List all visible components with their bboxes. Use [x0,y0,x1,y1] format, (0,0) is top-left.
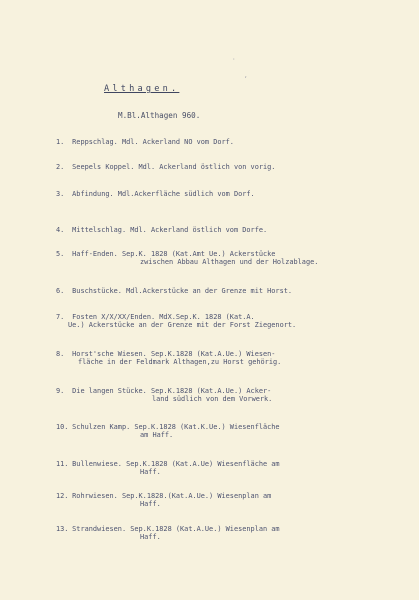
entry-continuation: zwischen Abbau Althagen und der Holzablage. [140,258,319,267]
entry-text: Strandwiesen. Sep.K.1828 (Kat.A.Ue.) Wiesenplan am [72,525,280,533]
entry-continuation: am Haff. [140,431,174,440]
entry-number: 8. [56,350,65,358]
entry-number: 1. [56,138,65,146]
list-item [56,525,406,542]
entry-number: 3. [56,190,65,198]
paper-mark: · [232,56,236,63]
list-item [56,492,406,509]
entry-continuation: Ue.) Ackerstücke an der Grenze mit der Forst Ziegenort. [68,321,297,330]
paper-mark: , [244,72,248,79]
list-item [56,423,406,440]
list-item [56,387,406,404]
entry-number: 9. [56,387,65,395]
list-item [56,350,406,367]
page-title: Althagen. [104,84,180,94]
entry-text: Abfindung. Mdl.Ackerfläche südlich vom Dorf. [72,190,255,198]
entry-text: Haff-Enden. Sep.K. 1828 (Kat.Amt Ue.) Ackerstücke [72,250,276,258]
entry-text: Bullenwiese. Sep.K.1828 (Kat.A.Ue) Wiesenfläche am [72,460,280,468]
entry-text: Schulzen Kamp. Sep.K.1828 (Kat.K.Ue.) Wiesenfläche [72,423,280,431]
entry-number: 4. [56,226,65,234]
entry-text: Fosten X/X/XX/Enden. MdX.Sep.K. 1828 (Kat.A. [72,313,255,321]
list-item [56,226,406,234]
entry-continuation: land südlich von dem Vorwerk. [152,395,273,404]
entry-text: Rohrwiesen. Sep.K.1828.(Kat.A.Ue.) Wiesenplan am [72,492,272,500]
entry-text: Seepels Koppel. Mdl. Ackerland östlich von vorig. [72,163,276,171]
entry-text: Mittelschlag. Mdl. Ackerland östlich vom Dorfe. [72,226,268,234]
entry-number: 2. [56,163,65,171]
entry-number: 13. [56,525,69,533]
list-item [56,287,406,295]
map-sheet-reference: M.Bl.Althagen 960. [118,111,201,120]
list-item [56,313,406,330]
entry-continuation: Haff. [140,468,161,477]
entry-continuation: fläche in der Feldmark Althagen,zu Horst gehörig. [78,358,282,367]
entry-number: 6. [56,287,65,295]
entry-number: 5. [56,250,65,258]
entry-number: 11. [56,460,69,468]
entry-text: Buschstücke. Mdl.Ackerstücke an der Grenze mit Horst. [72,287,293,295]
entry-continuation: Haff. [140,500,161,509]
entry-number: 7. [56,313,65,321]
list-item [56,460,406,477]
list-item [56,163,406,171]
entry-number: 12. [56,492,69,500]
entry-text: Reppschlag. Mdl. Ackerland NO vom Dorf. [72,138,234,146]
entry-text: Horst'sche Wiesen. Sep.K.1828 (Kat.A.Ue.) Wiesen- [72,350,276,358]
list-item [56,250,406,267]
entry-continuation: Haff. [140,533,161,542]
entry-text: Die langen Stücke. Sep.K.1828 (Kat.A.Ue.) Acker- [72,387,272,395]
list-item [56,190,406,198]
entry-number: 10. [56,423,69,431]
list-item [56,138,406,146]
